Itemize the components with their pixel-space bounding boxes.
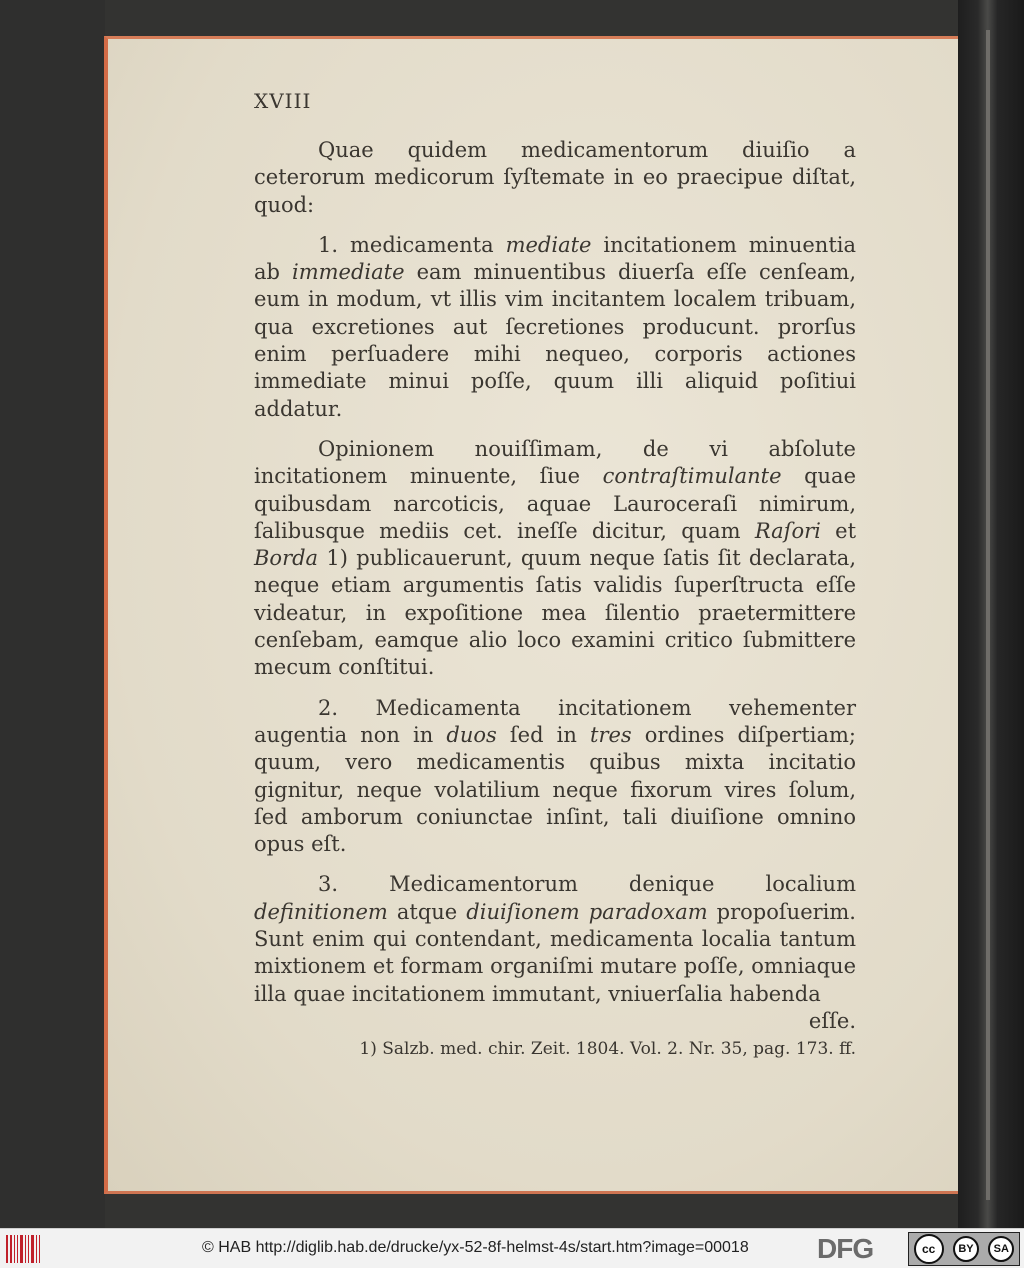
paragraph-intro: Quae quidem medicamentorum diuiſio a ceterorum medicorum ſyſtemate in eo praecipue diſtat, quod: (254, 138, 856, 217)
page-body (254, 137, 856, 1035)
catchword: eſſe. (808, 1008, 856, 1033)
paragraph-point-1: 1. medicamenta mediate incitationem minuentia ab immediate eam minuentibus diuerſa eſſe cenſeam, eum in modum, vt illis vim incitantem localem tribuam, qua excretiones aut ſecretiones producunt. prorſus enim perſuadere mihi nequeo, corporis actiones immediate minui poſſe, quum illi aliquid poſitiui addatur. (254, 232, 857, 421)
scan-background-left (0, 0, 105, 1228)
cc-license-badge[interactable] (908, 1232, 1020, 1266)
paragraph-opinion: Opinionem nouiſſimam, de vi abſolute incitationem minuente, ſiue contraſtimulante quae quibusdam narcoticis, aquae Lauroceraſi nimirum, ſalibusque mediis cet. ineſſe dicitur, quam Raſori et Borda 1) publicauerunt, quum neque ſatis ſit declarata, neque etiam argumentis ſatis validis ſuperſtructa eſſe videatur, in expoſitione mea ſilentio praetermittere cenſebam, eamque alio loco examini critico ſubmittere mecum conſtitui. (254, 436, 857, 680)
cc-icon: cc (914, 1234, 944, 1264)
viewer-footer (0, 1228, 1024, 1268)
book-page (104, 36, 994, 1194)
by-icon: BY (953, 1236, 979, 1262)
page-number: XVIII (254, 89, 312, 113)
sa-icon: SA (988, 1236, 1014, 1262)
book-spine-edge (958, 0, 1024, 1228)
copyright-link[interactable]: © HAB http://diglib.hab.de/drucke/yx-52-8f-helmst-4s/start.htm?image=00018 (202, 1239, 749, 1256)
dfg-logo[interactable]: DFG (817, 1233, 874, 1264)
hab-logo-icon[interactable] (6, 1235, 40, 1263)
paragraph-point-3: 3. Medicamentorum denique localium definitionem atque diuiſionem paradoxam propoſuerim. Sunt enim qui contendant, medicamenta localia tantum mixtionem et formam organiſmi mutare poſſe, omniaque illa quae incitationem immutant, vniuerſalia habenda (254, 872, 856, 1006)
footnote: 1) Salzb. med. chir. Zeit. 1804. Vol. 2. Nr. 35, pag. 173. ff. (359, 1039, 856, 1059)
paragraph-point-2: 2. Medicamenta incitationem vehementer augentia non in duos ſed in tres ordines diſpertiam; quum, vero medicamentis quibus mixta incitatio gignitur, neque volatilium neque fixorum vires ſolum, ſed amborum coniunctae inſint, tali diuiſione omnino opus eſt. (254, 695, 856, 857)
